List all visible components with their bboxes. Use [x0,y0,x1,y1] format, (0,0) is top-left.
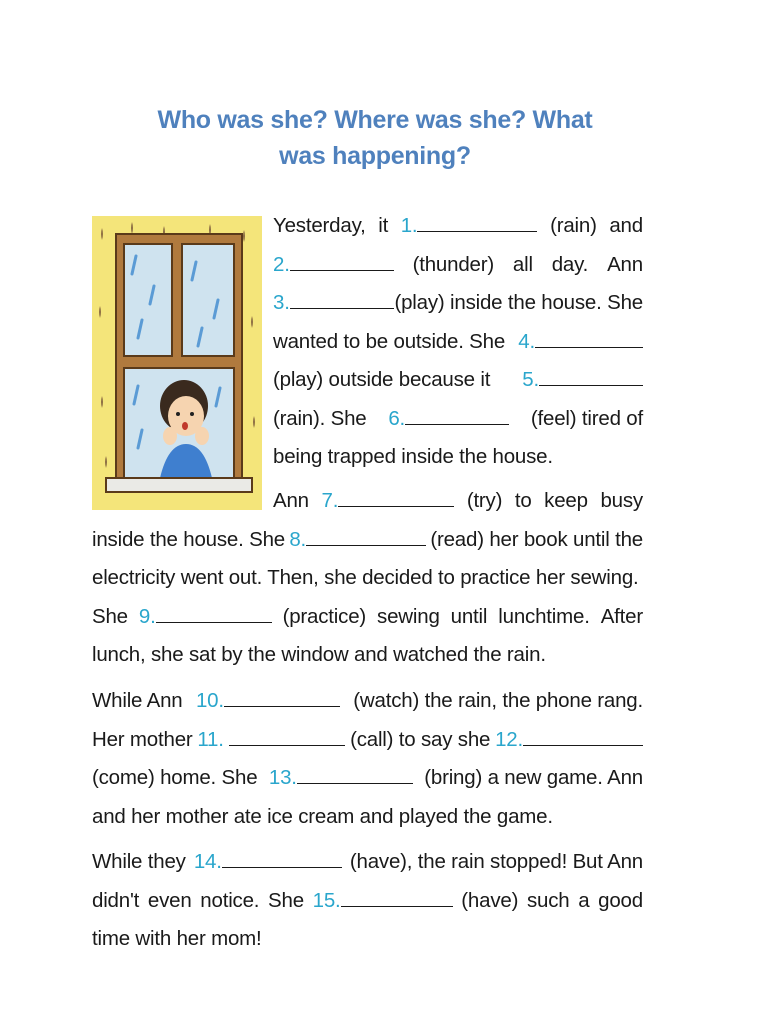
blank-item [197,721,345,760]
line [273,400,643,439]
text: (play) outside because it [273,368,491,391]
line [273,482,643,521]
paragraph-2-continued [92,521,643,675]
line [92,682,643,721]
text: She [92,604,128,628]
text: good [598,888,643,912]
answer-blank[interactable] [338,488,454,507]
text: all [512,252,533,276]
answer-blank[interactable] [224,688,340,707]
blank-item [388,400,509,439]
blank-item [269,759,413,798]
line [273,361,643,400]
answer-blank[interactable] [539,367,643,386]
text: sewing [377,604,440,628]
blank-item [518,323,643,362]
item-number: 2. [273,252,290,276]
text: lunch, she sat by the window and watched the rain. [92,643,546,666]
text: While Ann [92,689,183,712]
item-number: 15. [312,888,341,912]
text: being trapped inside the house. [273,445,553,468]
answer-blank[interactable] [535,329,643,348]
text: it [378,214,389,237]
text: busy [600,489,643,512]
item-number: 6. [388,406,406,430]
text: inside the house. She [92,527,285,551]
text: While they [92,850,186,873]
line [92,920,643,959]
text: (call) to say she [350,727,491,751]
text: She [268,888,304,912]
paragraph-1 [273,207,643,477]
answer-blank[interactable] [222,849,342,868]
blank-item [273,284,394,323]
text: (have) [461,888,519,912]
text: (watch) the rain, the phone rang. [353,689,643,712]
text: (try) [466,489,503,512]
item-number: 4. [518,329,535,353]
answer-blank[interactable] [306,527,426,546]
answer-blank[interactable] [290,252,394,271]
line [92,636,643,675]
item-number: 7. [321,489,339,512]
text: (rain). She [273,406,367,430]
line [273,207,643,246]
blank-item [139,598,272,637]
text: (play) inside the house. She [394,291,643,314]
line [273,438,643,477]
text: (bring) a new game. Ann [424,766,643,789]
text: (come) home. She [92,766,258,789]
item-number: 11. [197,727,224,751]
line [92,882,643,921]
text: day. [551,252,589,276]
line [273,284,643,323]
line [92,559,643,598]
blank-item [495,721,643,760]
text: time with her mom! [92,927,262,950]
text: lunchtime. [498,604,590,628]
blank-item [322,482,455,521]
line [273,246,643,285]
line [92,843,643,882]
item-number: 1. [400,214,418,237]
paragraph-2 [273,482,643,521]
item-number: 8. [289,527,307,551]
item-number: 3. [273,291,290,314]
text: keep [544,489,588,512]
blank-item [401,207,538,246]
text: (practice) [282,604,367,628]
text: to [514,489,532,512]
text: electricity went out. Then, she decided to practice her sewing. [92,566,639,589]
text: Ann [607,252,643,276]
item-number: 12. [495,727,523,751]
paragraph-4 [92,843,643,959]
answer-blank[interactable] [405,406,509,425]
text: a [578,888,590,912]
line [92,521,643,560]
line [92,721,643,760]
text: wanted to be outside. She [273,329,506,353]
text: (read) her book until the [430,527,643,551]
line [273,323,643,362]
item-number: 9. [138,604,156,628]
answer-blank[interactable] [297,765,413,784]
text: (have), the rain stopped! But Ann [349,850,643,873]
blank-item [273,246,394,285]
text: didn't [92,888,140,912]
text: such [526,888,570,912]
line [92,759,643,798]
line [92,598,643,637]
answer-blank[interactable] [156,604,272,623]
item-number: 5. [522,368,539,391]
text: and [609,214,643,237]
text: After [600,604,643,628]
answer-blank[interactable] [523,727,643,746]
text: Her mother [92,727,193,751]
item-number: 10. [195,689,224,712]
page-title: Who was she? Where was she? What was happening? [157,106,593,170]
answer-blank[interactable] [229,727,345,746]
text: Yesterday, [273,214,366,237]
item-number: 14. [193,850,222,873]
blank-item [289,521,426,560]
blank-item [194,843,342,882]
text: (feel) tired of [530,406,643,430]
text: even [147,888,192,912]
answer-blank[interactable] [341,888,453,907]
item-number: 13. [268,766,297,789]
text: until [450,604,488,628]
text: notice. [200,888,260,912]
line [92,798,643,837]
text: Ann [273,489,309,512]
text: and her mother ate ice cream and played the game. [92,804,553,828]
text: (rain) [550,214,597,237]
girl-at-rainy-window-illustration [92,216,262,510]
blank-item [196,682,340,721]
blank-item [522,361,643,400]
answer-blank[interactable] [417,213,537,232]
blank-item [313,882,453,921]
paragraph-3 [92,682,643,836]
answer-blank[interactable] [290,290,394,309]
text: (thunder) [412,252,494,276]
